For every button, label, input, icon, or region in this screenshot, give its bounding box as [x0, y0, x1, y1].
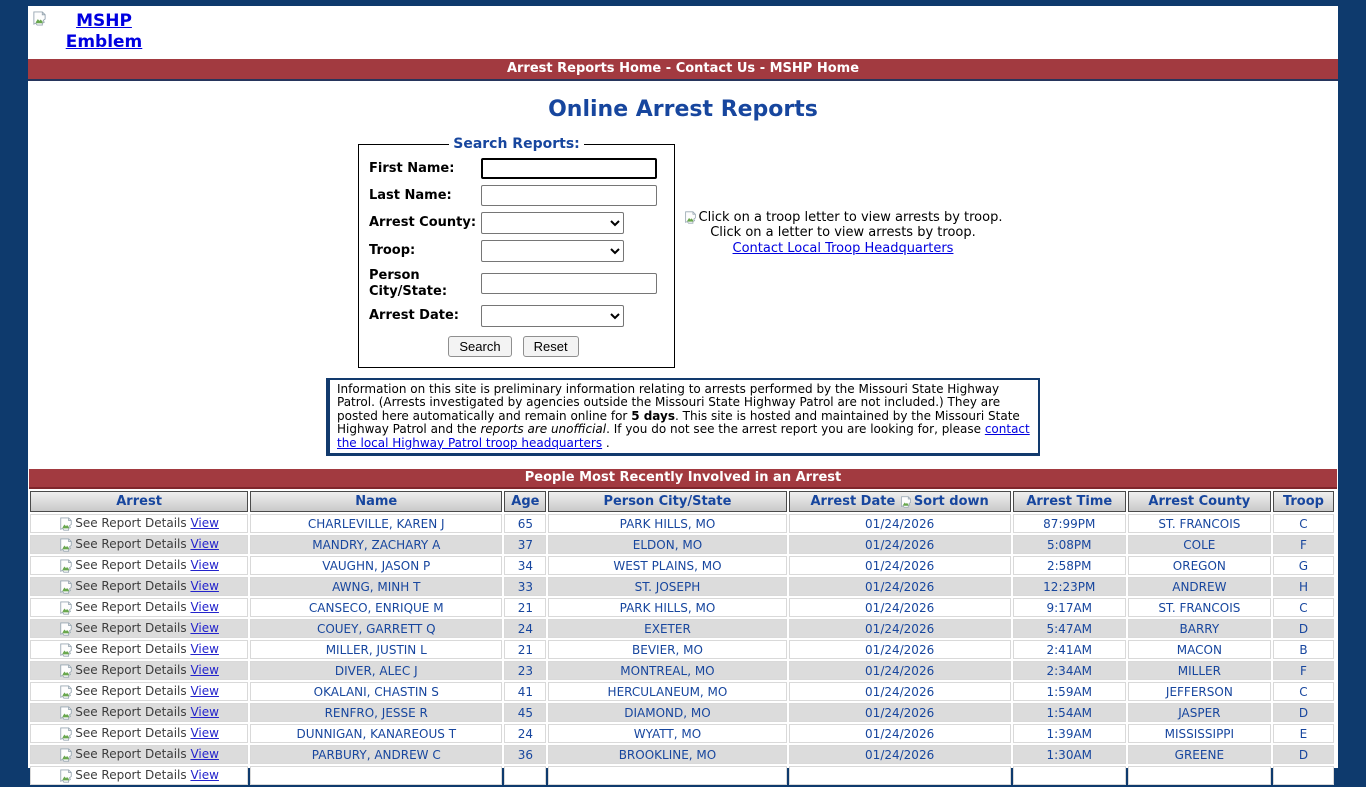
broken-image-icon	[59, 622, 73, 636]
arrest-date-cell: 01/24/2026	[789, 682, 1011, 701]
see-report-details-alt-text: See Report Details	[75, 705, 187, 720]
arrest-cell	[30, 724, 248, 743]
arrest-cell	[30, 577, 248, 596]
age-cell: 37	[504, 535, 546, 554]
age-cell: 34	[504, 556, 546, 575]
mshp-emblem-alt-text[interactable]: MSHP Emblem	[65, 11, 143, 53]
table-banner: People Most Recently Involved in an Arrest	[29, 469, 1337, 489]
table-row	[30, 661, 1334, 680]
arrest-date-cell: 01/24/2026	[789, 745, 1011, 764]
troop-cell: C	[1273, 514, 1334, 533]
see-report-details-alt-text: See Report Details	[75, 726, 187, 741]
person-city-state-cell	[548, 766, 786, 785]
arrest-date-cell: 01/24/2026	[789, 661, 1011, 680]
view-report-link[interactable]: View	[190, 726, 219, 741]
person-city-state-cell: ELDON, MO	[548, 535, 786, 554]
arrest-county-select[interactable]	[481, 212, 624, 234]
disclaimer-notice	[326, 378, 1040, 456]
see-report-details-alt-text: See Report Details	[75, 663, 187, 678]
broken-image-icon	[59, 664, 73, 678]
table-row	[30, 577, 1334, 596]
troop-info-line: Click on a letter to view arrests by troop.	[710, 225, 976, 241]
table-row	[30, 682, 1334, 701]
page-title: Online Arrest Reports	[548, 97, 818, 122]
arrest-county-cell: GREENE	[1128, 745, 1271, 764]
broken-image-icon	[59, 538, 73, 552]
name-cell: CHARLEVILLE, KAREN J	[250, 514, 502, 533]
name-cell: CANSECO, ENRIQUE M	[250, 598, 502, 617]
header-name[interactable]: Name	[250, 491, 502, 512]
view-report-link[interactable]: View	[190, 516, 219, 531]
troop-cell: H	[1273, 577, 1334, 596]
view-report-link[interactable]: View	[190, 600, 219, 615]
person-city-state-label: Person City/State:	[369, 268, 448, 299]
arrest-county-cell: OREGON	[1128, 556, 1271, 575]
age-cell: 24	[504, 619, 546, 638]
main-row	[28, 136, 1338, 358]
view-report-link[interactable]: View	[190, 621, 219, 636]
arrest-county-cell: JASPER	[1128, 703, 1271, 722]
view-report-link[interactable]: View	[190, 642, 219, 657]
header-arrest[interactable]: Arrest	[30, 491, 248, 512]
troop-cell: D	[1273, 745, 1334, 764]
name-cell: MANDRY, ZACHARY A	[250, 535, 502, 554]
arrest-cell	[30, 556, 248, 575]
nav-separator: -	[661, 61, 676, 76]
see-report-details-alt-text: See Report Details	[75, 579, 187, 594]
contact-troop-headquarters-link[interactable]: contact the local Highway Patrol troop headquarters	[337, 422, 1030, 450]
arrest-cell	[30, 619, 248, 638]
notice-text: Information on this site is preliminary information relating to arrests performed by the Missouri State Highway Patrol. (Arrests investigated by agencies outside the Missouri State Highway Patrol are not included.) They are posted here automatically and remain online for	[337, 382, 1001, 423]
age-cell: 33	[504, 577, 546, 596]
arrest-date-label: Arrest Date:	[369, 308, 459, 324]
troop-cell: C	[1273, 682, 1334, 701]
header-arrest-county[interactable]: Arrest County	[1128, 491, 1271, 512]
name-cell: MILLER, JUSTIN L	[250, 640, 502, 659]
see-report-details-alt-text: See Report Details	[75, 558, 187, 573]
page-content	[28, 6, 1338, 783]
arrest-date-cell: 01/24/2026	[789, 703, 1011, 722]
broken-image-icon	[32, 11, 47, 26]
header-person-city-state[interactable]: Person City/State	[548, 491, 786, 512]
view-report-link[interactable]: View	[190, 747, 219, 762]
arrest-table	[28, 489, 1336, 787]
search-reports-form	[358, 136, 675, 368]
arrest-county-cell: ST. FRANCOIS	[1128, 598, 1271, 617]
arrest-county-cell: MACON	[1128, 640, 1271, 659]
view-report-link[interactable]: View	[190, 705, 219, 720]
age-cell: 24	[504, 724, 546, 743]
broken-image-icon	[59, 748, 73, 762]
arrest-cell	[30, 640, 248, 659]
search-form-legend: Search Reports:	[453, 136, 580, 152]
arrest-cell	[30, 514, 248, 533]
table-row	[30, 745, 1334, 764]
arrest-time-cell: 87:99PM	[1013, 514, 1126, 533]
age-cell	[504, 766, 546, 785]
see-report-details-alt-text: See Report Details	[75, 537, 187, 552]
table-row	[30, 619, 1334, 638]
arrest-time-cell: 1:39AM	[1013, 724, 1126, 743]
name-cell	[250, 766, 502, 785]
notice-bold-5-days: 5 days	[631, 408, 675, 423]
see-report-details-alt-text: See Report Details	[75, 684, 187, 699]
person-city-state-cell: BEVIER, MO	[548, 640, 786, 659]
see-report-details-alt-text: See Report Details	[75, 642, 187, 657]
nav-arrest-reports-home[interactable]: Arrest Reports Home	[506, 61, 662, 76]
arrest-county-cell: ST. FRANCOIS	[1128, 514, 1271, 533]
arrest-date-cell: 01/24/2026	[789, 577, 1011, 596]
person-city-state-cell: WYATT, MO	[548, 724, 786, 743]
name-cell: PARBURY, ANDREW C	[250, 745, 502, 764]
arrest-date-cell: 01/24/2026	[789, 640, 1011, 659]
notice-text: . This site is hosted and maintained by the Missouri State Highway Patrol and the	[337, 408, 1020, 437]
arrest-table-body	[30, 514, 1334, 785]
broken-image-icon	[59, 559, 73, 573]
view-report-link[interactable]: View	[190, 768, 219, 783]
troop-cell: E	[1273, 724, 1334, 743]
table-row	[30, 724, 1334, 743]
person-city-state-cell: ST. JOSEPH	[548, 577, 786, 596]
header-arrest-time[interactable]: Arrest Time	[1013, 491, 1126, 512]
broken-image-icon	[59, 580, 73, 594]
arrest-county-cell: MILLER	[1128, 661, 1271, 680]
view-report-link[interactable]: View	[190, 537, 219, 552]
reset-button[interactable]: Reset	[523, 336, 579, 357]
broken-image-icon	[59, 727, 73, 741]
site-header	[28, 6, 1338, 59]
name-cell: AWNG, MINH T	[250, 577, 502, 596]
broken-image-icon	[900, 496, 912, 508]
arrest-date-cell: 01/24/2026	[789, 724, 1011, 743]
last-name-label: Last Name:	[369, 187, 452, 203]
person-city-state-cell: DIAMOND, MO	[548, 703, 786, 722]
arrest-cell	[30, 535, 248, 554]
person-city-state-cell: WEST PLAINS, MO	[548, 556, 786, 575]
contact-local-troop-link[interactable]: Contact Local Troop Headquarters	[732, 240, 954, 256]
person-city-state-cell: MONTREAL, MO	[548, 661, 786, 680]
arrest-date-cell: 01/24/2026	[789, 598, 1011, 617]
troop-cell: B	[1273, 640, 1334, 659]
header-arrest-date[interactable]	[789, 491, 1011, 512]
age-cell: 65	[504, 514, 546, 533]
age-cell: 21	[504, 640, 546, 659]
arrest-time-cell: 5:47AM	[1013, 619, 1126, 638]
see-report-details-alt-text: See Report Details	[75, 768, 187, 783]
broken-image-icon	[59, 685, 73, 699]
troop-cell: F	[1273, 535, 1334, 554]
table-row	[30, 535, 1334, 554]
arrest-county-cell: BARRY	[1128, 619, 1271, 638]
arrest-cell	[30, 766, 248, 785]
arrest-time-cell: 1:59AM	[1013, 682, 1126, 701]
troop-label: Troop:	[369, 243, 416, 259]
arrest-cell	[30, 745, 248, 764]
broken-image-icon	[684, 211, 697, 224]
arrest-date-cell: 01/24/2026	[789, 619, 1011, 638]
search-button[interactable]: Search	[448, 336, 511, 357]
name-cell: RENFRO, JESSE R	[250, 703, 502, 722]
troop-cell: F	[1273, 661, 1334, 680]
arrest-time-cell: 2:58PM	[1013, 556, 1126, 575]
arrest-time-cell: 12:23PM	[1013, 577, 1126, 596]
arrest-county-cell: COLE	[1128, 535, 1271, 554]
see-report-details-alt-text: See Report Details	[75, 600, 187, 615]
troop-cell: D	[1273, 619, 1334, 638]
age-cell: 21	[504, 598, 546, 617]
first-name-input[interactable]	[481, 158, 657, 179]
arrest-time-cell	[1013, 766, 1126, 785]
name-cell: DUNNIGAN, KANAREOUS T	[250, 724, 502, 743]
arrest-time-cell: 5:08PM	[1013, 535, 1126, 554]
table-row	[30, 514, 1334, 533]
table-row	[30, 703, 1334, 722]
nav-mshp-home[interactable]: MSHP Home	[769, 61, 860, 76]
name-cell: COUEY, GARRETT Q	[250, 619, 502, 638]
arrest-county-cell: MISSISSIPPI	[1128, 724, 1271, 743]
person-city-state-input[interactable]	[481, 273, 657, 294]
mshp-emblem-link[interactable]	[32, 11, 182, 54]
table-row	[30, 640, 1334, 659]
arrest-date-cell: 01/24/2026	[789, 556, 1011, 575]
see-report-details-alt-text: See Report Details	[75, 747, 187, 762]
person-city-state-cell: PARK HILLS, MO	[548, 598, 786, 617]
person-city-state-cell: PARK HILLS, MO	[548, 514, 786, 533]
arrest-cell	[30, 598, 248, 617]
arrest-cell	[30, 661, 248, 680]
see-report-details-alt-text: See Report Details	[75, 621, 187, 636]
troop-cell: C	[1273, 598, 1334, 617]
table-row	[30, 556, 1334, 575]
arrest-date-cell: 01/24/2026	[789, 535, 1011, 554]
person-city-state-cell: BROOKLINE, MO	[548, 745, 786, 764]
broken-image-icon	[59, 769, 73, 783]
notice-text: . If you do not see the arrest report you are looking for, please	[606, 422, 985, 437]
broken-image-icon	[59, 517, 73, 531]
arrest-cell	[30, 703, 248, 722]
arrest-time-cell: 9:17AM	[1013, 598, 1126, 617]
name-cell: DIVER, ALEC J	[250, 661, 502, 680]
view-report-link[interactable]: View	[190, 663, 219, 678]
arrest-county-cell	[1128, 766, 1271, 785]
age-cell: 23	[504, 661, 546, 680]
notice-text: .	[602, 435, 610, 450]
nav-separator: -	[755, 61, 770, 76]
nav-contact-us[interactable]: Contact Us	[675, 61, 756, 76]
table-row	[30, 766, 1334, 785]
broken-image-icon	[59, 706, 73, 720]
view-report-link[interactable]: View	[190, 579, 219, 594]
age-cell: 45	[504, 703, 546, 722]
header-age[interactable]: Age	[504, 491, 546, 512]
table-row	[30, 598, 1334, 617]
troop-cell: G	[1273, 556, 1334, 575]
first-name-label: First Name:	[369, 160, 455, 176]
troop-cell	[1273, 766, 1334, 785]
arrest-date-cell	[789, 766, 1011, 785]
arrest-county-label: Arrest County:	[369, 215, 477, 231]
troop-map-alt-text[interactable]: Click on a troop letter to view arrests by troop.	[698, 210, 1003, 225]
header-arrest-date-label: Arrest Date	[810, 494, 896, 510]
last-name-input[interactable]	[481, 185, 657, 206]
arrest-time-cell: 1:54AM	[1013, 703, 1126, 722]
broken-image-icon	[59, 643, 73, 657]
name-cell: VAUGHN, JASON P	[250, 556, 502, 575]
table-header-row	[30, 491, 1334, 512]
top-nav-bar	[28, 59, 1338, 81]
notice-italic-unofficial: reports are unofficial	[480, 422, 607, 437]
arrest-time-cell: 2:34AM	[1013, 661, 1126, 680]
arrest-date-select[interactable]	[481, 305, 624, 327]
view-report-link[interactable]: View	[190, 684, 219, 699]
troop-select[interactable]	[481, 240, 624, 262]
age-cell: 41	[504, 682, 546, 701]
person-city-state-cell: EXETER	[548, 619, 786, 638]
troop-info-block	[678, 210, 1008, 256]
troop-cell: D	[1273, 703, 1334, 722]
arrest-time-cell: 2:41AM	[1013, 640, 1126, 659]
arrest-time-cell: 1:30AM	[1013, 745, 1126, 764]
age-cell: 36	[504, 745, 546, 764]
see-report-details-alt-text: See Report Details	[75, 516, 187, 531]
arrest-date-cell: 01/24/2026	[789, 514, 1011, 533]
name-cell: OKALANI, CHASTIN S	[250, 682, 502, 701]
header-troop[interactable]: Troop	[1273, 491, 1334, 512]
person-city-state-cell: HERCULANEUM, MO	[548, 682, 786, 701]
view-report-link[interactable]: View	[190, 558, 219, 573]
broken-image-icon	[59, 601, 73, 615]
arrest-county-cell: JEFFERSON	[1128, 682, 1271, 701]
sort-down-alt-text[interactable]: Sort down	[913, 494, 989, 510]
arrest-county-cell: ANDREW	[1128, 577, 1271, 596]
arrest-cell	[30, 682, 248, 701]
